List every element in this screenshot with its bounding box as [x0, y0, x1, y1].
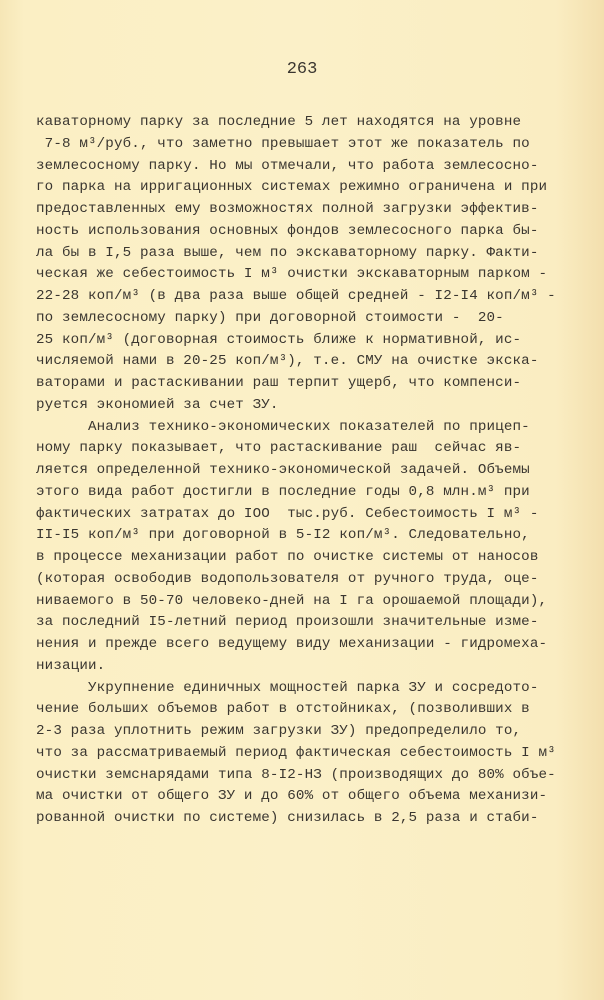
text-line: в процессе механизации работ по очистке системы от наносов [36, 549, 539, 565]
text-line: за последний I5-летний период произошли значительные изме- [36, 614, 539, 631]
text-line: предоставленных ему возможностях полной загрузки эффектив- [36, 201, 539, 217]
text-line: что за рассматриваемый период фактическая себестоимость I м³ [36, 744, 556, 761]
text-line: нения и прежде всего ведущему виду механизации - гидромеха- [36, 636, 548, 652]
text-line: ла бы в I,5 раза выше, чем по экскаваторному парку. Факти- [36, 244, 539, 261]
text-line: очистки земснарядами типа 8-I2-НЗ (производящих до 80% объе- [36, 766, 556, 783]
text-line: руется экономией за счет ЗУ. [36, 396, 279, 413]
text-line: чение больших объемов работ в отстойниках, (позволивших в [36, 701, 530, 718]
text-line: (которая освободив водопользователя от ручного труда, оце- [36, 570, 539, 587]
text-line: II-I5 коп/м³ при договорной в 5-I2 коп/м³. Следовательно, [36, 527, 530, 544]
text-line: ма очистки от общего ЗУ и до 60% от общего объема механизи- [36, 788, 548, 805]
text-line: 2-3 раза уплотнить режим загрузки ЗУ) предопределило то, [36, 723, 522, 739]
text-line: 7-8 м³/руб., что заметно превышает этот же показатель по [36, 135, 530, 152]
text-line: по землесосному парку) при договорной стоимости - 20- [36, 309, 504, 326]
text-line: низации. [36, 657, 106, 674]
text-line: ляется определенной технико-экономической задачей. Объемы [36, 462, 530, 478]
text-line: ниваемого в 50-70 человеко-дней на I га орошаемой площади), [36, 592, 548, 609]
page-number: 263 [286, 60, 318, 79]
text-line: ваторами и растаскивании раш терпит ущерб, что компенси- [36, 375, 522, 391]
text-line: 22-28 коп/м³ (в два раза выше общей средней - I2-I4 коп/м³ - [36, 288, 556, 304]
text-line: этого вида работ достигли в последние годы 0,8 млн.м³ при [36, 483, 530, 500]
text-line: землесосному парку. Но мы отмечали, что работа землесосно- [36, 157, 539, 174]
text-line: ному парку показывает, что растаскивание раш сейчас яв- [36, 440, 522, 457]
text-line: ческая же себестоимость I м³ очистки экскаваторным парком - [36, 266, 548, 283]
text-line: 25 коп/м³ (договорная стоимость ближе к нормативной, ис- [36, 331, 522, 348]
text-line: го парка на ирригационных системах режимно ограничена и при [36, 179, 548, 196]
text-line: числяемой нами в 20-25 коп/м³), т.е. СМУ на очистке экска- [36, 353, 539, 370]
text-line: рованной очистки по системе) снизилась в 2,5 раза и стаби- [36, 810, 539, 826]
body-text [36, 112, 576, 830]
text-line: фактических затратах до IOO тыс.руб. Себестоимость I м³ - [36, 505, 539, 522]
paragraph-start-line: Укрупнение единичных мощностей парка ЗУ и сосредото- [36, 679, 539, 696]
text-line: каваторному парку за последние 5 лет находятся на уровне [36, 114, 522, 130]
text-line: ность использования основных фондов землесосного парка бы- [36, 222, 539, 239]
paragraph-start-line: Анализ технико-экономических показателей по прицеп- [36, 418, 530, 435]
